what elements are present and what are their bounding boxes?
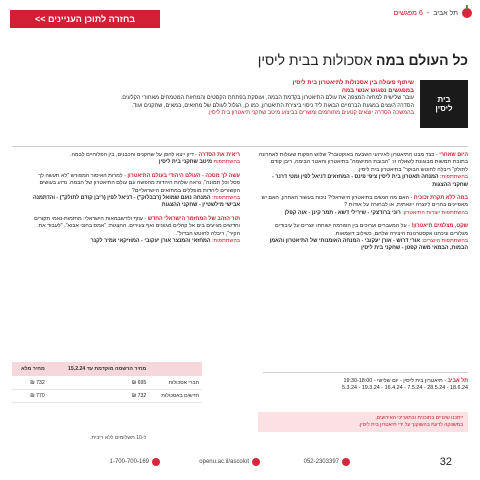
right-column: [258, 152, 468, 259]
divider: [263, 372, 468, 373]
price-table: [12, 362, 202, 403]
session-item: תור הזהב של המחזמר הישראלי החדש - עוזף ולדשבמאות הישראלי: מחזמות-נאמי תקורים וחדשים מגיעים בים אל קהלים מגוונים ואף צעירים. ההצגות: "אמס בחוני אבוא", "לעבוד את הקיר", ריבלה לחוטש הבדול". בהשתתפות: המחזאי והמנצר אורן יעקובי - המוזיקאי אמיר לקנר: [34, 215, 240, 245]
page-number: 32: [439, 456, 452, 468]
whatsapp-icon: [342, 458, 350, 466]
footer-phone1[interactable]: 052-2303397: [304, 458, 350, 466]
apple-icon: [462, 8, 472, 18]
title-rest: אסכולות בבית ליסין: [257, 52, 377, 68]
changes-notice: ייתכנו שינויים בתוכנית ובתאריכי האירועים, במשווקה לדעת בהשוקוך על ידי תיאטרון בית ליסין.: [258, 412, 468, 432]
title-bold: כל העולם במה: [376, 52, 468, 68]
divider: [12, 146, 468, 147]
schedule-city: תל אביב: [447, 378, 468, 384]
intro-note: בהמשכה הסדרה יוצאים קטעים מתוחמים ומשרים בביצוע מיטב שחקני תיאטרון בית ליסין.: [207, 110, 414, 117]
footer-website[interactable]: openu.ac.il/ascolot: [199, 458, 260, 466]
phone-icon: [152, 458, 160, 466]
schedule-line1: - תיאטרון בית ליסין - יום שלישי - 19:30-18:00: [343, 378, 448, 384]
breadcrumb: [394, 8, 472, 18]
column-header: מחיר מלא: [12, 362, 48, 377]
table-header-row: [12, 362, 202, 377]
breadcrumb-city: תל אביב: [433, 9, 458, 17]
back-to-toc-button[interactable]: בחזרה לתוכן העניינים >>: [10, 10, 160, 28]
schedule: [263, 378, 468, 393]
footer-phone2[interactable]: 1-700-700-169: [110, 458, 160, 466]
table-row: חדשים באסכולות 732 ₪ 770 ₪: [12, 390, 202, 403]
breadcrumb-sep: -: [426, 9, 430, 17]
beit-lessin-logo: [420, 80, 468, 128]
installments-note: ל-10 תשלומים ללא ריבית.: [90, 435, 147, 441]
table-row: חברי אסכולות 695 ₪ 732 ₪: [12, 377, 202, 390]
session-item: עשה לך מסכה - העולם היהודי בעולם התיאטרון - למרות האיסור המפורש "לא תעשה לך פסל וכל תמונה", נראה שלהת היהדות מהפשה עם עולם התיאטרון של הבמה. נדוע בעושים הקשורים ליהדות מופללים במחזאים הישראליים? בהשתתפות: המנחה נועם שמואל (רבבלוק") - דניאל לפין (ריבן קודם לתולק") - והדתמנה אבישי מילשטיין - שחקני ההצגות: [33, 172, 240, 209]
session-item: במה ללא תקרת זכוכית - האם מה הנשים בתיאטרון הישראלי? ניכוח בעשור האחרון, האם יש מאפיינים בהרים ליוצרה ייגאתית, או לבחורה על אודות ? בהשתתפות יוצרות התיאטרון: רוני ברודצקי - שירילי דשא - תמר קינן - אוה קפלן: [261, 195, 468, 216]
schedule-dates: 18.6.24 - 28.5.24 - 7.5.24 - 16.4.24 - 19.3.24 - 5.3.24: [342, 385, 468, 392]
session-item: ריאית את הסדרה - דיון ייצא להפן על שחקנים והכבנים, בין הפלוחיים לבמה. בהשתתפות מיטב שחקני בית ליסין: [69, 152, 240, 166]
session-item: שקט, מצלמים תיאטרון! - על המעברים וערוכים בין הפורמה ישוחחו יוצרים על עיבודים מגלורים וניכחנו אקסטרנונת היצירה שלהם, כשילוב דוגמאות. בהשתתפות היוצרים: אורי דרוש - אורן יעקובי - המנחה האומנותי של התיאטרון והאמן הבמות, הבמאי משה קפטן - שחקני בית ליסין: [269, 223, 468, 252]
intro-section: [114, 80, 414, 118]
intro-body: עובר שלישית למחזה המצפה את עולם התיאטרון בקדמת הבמה, ועוסקת בפתחת הקסטים והמחזות המטמחים מאחורי הקלעים. הסדרה העצים במגעת הברמיים הבאות ליד ניסוי ביצירת התיאטרון, כמו כן, הגלול לעולם של מחזאים, במאים, שחקנים ועוד.: [120, 95, 414, 109]
column-header: מחיר הרשמה מוקדמת עד 15.2.24: [48, 362, 150, 377]
intro-head2: במפגשים נפגוש אנשי במה: [341, 87, 414, 94]
page-title: [258, 52, 468, 68]
logo-line2: ליסין: [435, 104, 453, 113]
globe-icon: [252, 458, 260, 466]
session-item: היום שאחרי - כצד מבט התיאטרון לאירועי השבעה באוקטובר? שלוש הפקות שעולות לאחרונה בתובת תמשות מבוגונת לשאלה זו: "הבובת התישמה" בתיאטרון והאטר הבימה, ריבן קודם לתולק" ריבלה לחוטש הבוקר" בתיאטרון בית ליסין. בהשתתפות: המנחה תאטרון בית ליסין ציפי פינס - המחזאים דניאל לפין ומטי דרנר - שחקני ההצגות: [258, 152, 468, 188]
column-header: [149, 362, 202, 377]
logo-line1: בית: [437, 95, 451, 104]
left-column: [28, 152, 240, 251]
breadcrumb-section: 6 מפגשים: [393, 9, 423, 17]
intro-head1: שיתוף פעולה בין אסכולות לתיאטרון בית ליסין: [292, 80, 414, 86]
footer: [0, 448, 480, 476]
